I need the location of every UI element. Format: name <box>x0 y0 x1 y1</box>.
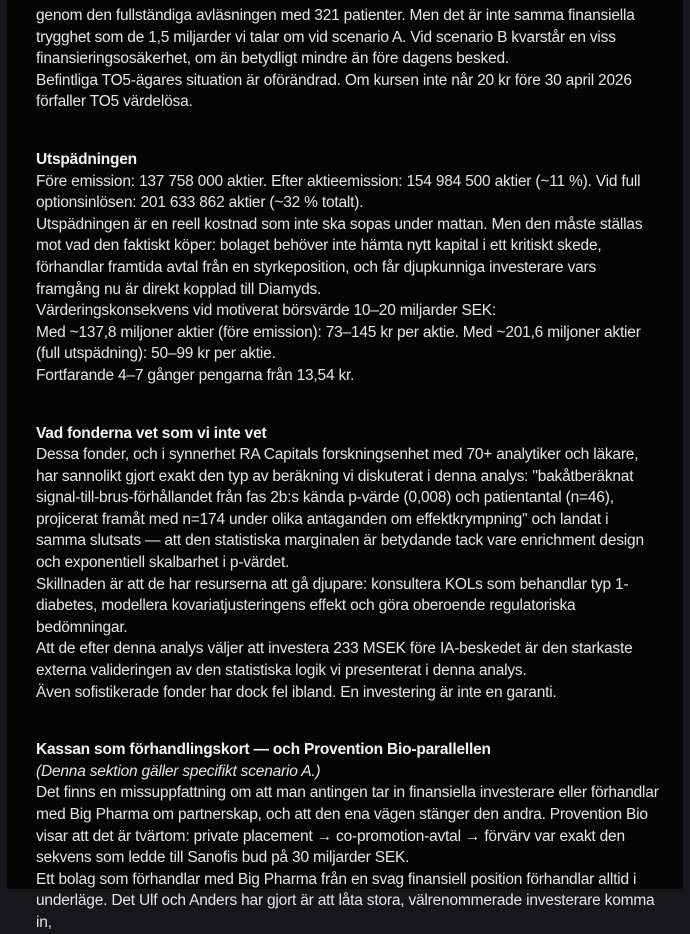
section-heading: Vad fonderna vet som vi inte vet <box>36 424 267 442</box>
section-kassan-forhandlingskort <box>36 739 662 933</box>
section-heading: Kassan som förhandlingskort — och Provention Bio-parallellen <box>36 741 491 759</box>
body-paragraph: Före emission: 137 758 000 aktier. Efter aktieemission: 154 984 500 aktier (~11 %). Vid full optionsinlösen: 201 633 862 aktier (~32 % totalt). <box>36 172 641 212</box>
section-utspadningen <box>36 149 662 387</box>
section-note: (Denna sektion gäller specifikt scenario A.) <box>36 762 321 780</box>
section-heading: Utspädningen <box>36 150 137 168</box>
body-paragraph: Det finns en missuppfattning om att man antingen tar in finansiella investerare eller förhandlar med Big Pharma om partnerskap, och att den ena vägen stänger den andra. Provention Bio visar att det är tvärtom: private placement → co-promotion-avtal → förvärv var exakt den sekvens som ledde till Sanofis bud på 30 miljarder SEK. <box>36 784 659 867</box>
body-paragraph: Utspädningen är en reell kostnad som inte ska sopas under mattan. Men den måste ställas mot vad den faktiskt köper: bolaget behöver inte hämta nytt kapital i ett kritiskt skede, förhandlar framtida avtal från en styrkeposition, och får djupkunniga investerare vars framgång nu är direkt kopplad till Diamyds. <box>36 215 643 298</box>
section-vad-fonderna-vet <box>36 423 662 704</box>
intro-block <box>36 5 662 113</box>
body-paragraph: Även sofistikerade fonder har dock fel ibland. En investering är inte en garanti. <box>36 683 557 701</box>
intro-paragraph: genom den fullständiga avläsningen med 321 patienter. Men det är inte samma finansiella trygghet som de 1,5 miljarder vi talar om vid scenario A. Vid scenario B kvarstår en viss finansieringsosäkerhet, om än betydligt mindre än före dagens besked. <box>36 7 635 68</box>
body-paragraph: Ett bolag som förhandlar med Big Pharma från en svag finansiell position förhandlar alltid i underläge. Det Ulf och Anders har gjort är att låta stora, välrenommerade investerare komma in, <box>36 870 655 931</box>
document-text-column <box>7 0 683 934</box>
body-paragraph: Dessa fonder, och i synnerhet RA Capitals forskningsenhet med 70+ analytiker och läkare, har sannolikt gjort exakt den typ av beräkning vi diskuterat i denna analys: "bakåtberäknat signal-till-brus-förhållandet från fas 2b:s kända p-värde (0,008) och patientantal (n=46), projicerat framåt med n=174 under olika antaganden om effektkrympning" och landat i samma slutsats — att den statistiska marginalen är betydande tack vare enrichment design och exponentiell skalbarhet i p-värdet. <box>36 446 644 572</box>
body-paragraph: Fortfarande 4–7 gånger pengarna från 13,54 kr. <box>36 366 355 384</box>
body-paragraph: Med ~137,8 miljoner aktier (före emission): 73–145 kr per aktie. Med ~201,6 miljoner aktier (full utspädning): 50–99 kr per aktie. <box>36 323 641 363</box>
body-paragraph: Att de efter denna analys väljer att investera 233 MSEK före IA-beskedet är den starkaste externa valideringen av den statistiska logik vi presenterat i denna analys. <box>36 640 633 680</box>
document-panel <box>7 0 683 931</box>
body-paragraph: Värderingskonsekvens vid motiverat börsvärde 10–20 miljarder SEK: <box>36 302 496 320</box>
intro-paragraph: Befintliga TO5-ägares situation är oförändrad. Om kursen inte når 20 kr före 30 april 2026 förfaller TO5 värdelösa. <box>36 71 632 111</box>
body-paragraph: Skillnaden är att de har resurserna att gå djupare: konsultera KOLs som behandlar typ 1-diabetes, modellera kovariatjusteringens effekt och göra oberoende regulatoriska bedömningar. <box>36 575 629 636</box>
